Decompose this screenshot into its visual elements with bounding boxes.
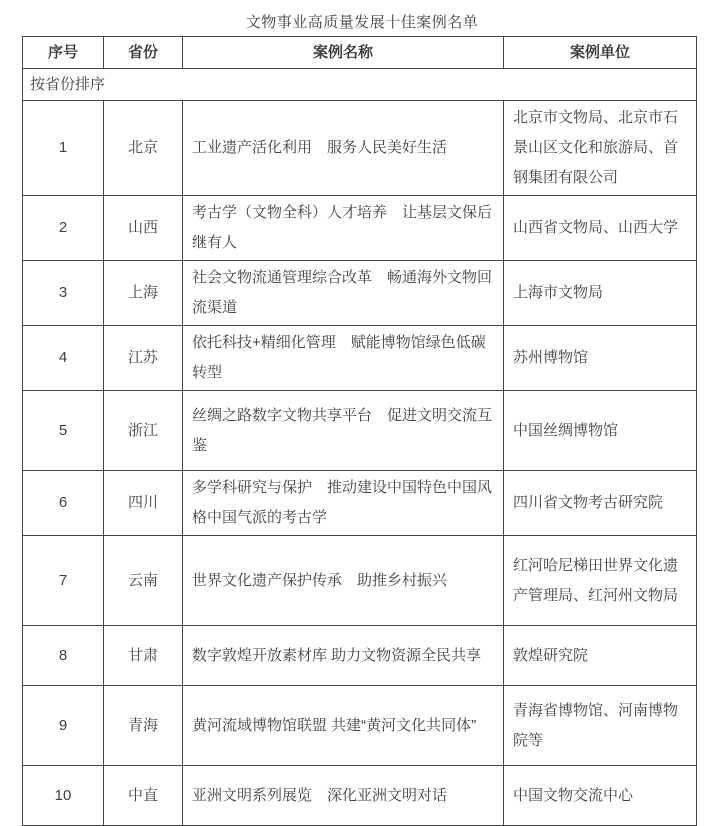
province-cell: 青海 [104, 686, 183, 766]
table-row [23, 686, 697, 766]
province-cell: 浙江 [104, 391, 183, 471]
table-row [23, 471, 697, 536]
note-row [23, 69, 697, 101]
case-name-cell: 世界文化遗产保护传承 助推乡村振兴 [183, 536, 504, 626]
province-cell: 中直 [104, 766, 183, 826]
province-cell: 甘肃 [104, 626, 183, 686]
seq-cell: 10 [23, 766, 104, 826]
case-unit-cell: 中国丝绸博物馆 [504, 391, 697, 471]
seq-cell: 4 [23, 326, 104, 391]
table-row [23, 196, 697, 261]
seq-cell: 8 [23, 626, 104, 686]
case-unit-cell: 中国文物交流中心 [504, 766, 697, 826]
cases-table [22, 36, 697, 826]
case-unit-cell: 上海市文物局 [504, 261, 697, 326]
case-unit-cell: 敦煌研究院 [504, 626, 697, 686]
province-cell: 山西 [104, 196, 183, 261]
province-cell: 上海 [104, 261, 183, 326]
seq-cell: 7 [23, 536, 104, 626]
province-cell: 江苏 [104, 326, 183, 391]
case-unit-cell: 苏州博物馆 [504, 326, 697, 391]
seq-cell: 6 [23, 471, 104, 536]
seq-cell: 5 [23, 391, 104, 471]
case-unit-cell: 红河哈尼梯田世界文化遗产管理局、红河州文物局 [504, 536, 697, 626]
case-name-cell: 工业遗产活化利用 服务人民美好生活 [183, 101, 504, 196]
seq-cell: 3 [23, 261, 104, 326]
case-name-cell: 丝绸之路数字文物共享平台 促进文明交流互鉴 [183, 391, 504, 471]
case-name-cell: 黄河流域博物馆联盟 共建“黄河文化共同体” [183, 686, 504, 766]
table-row [23, 626, 697, 686]
table-row [23, 536, 697, 626]
table-row [23, 261, 697, 326]
header-case-name: 案例名称 [183, 37, 504, 69]
table-row [23, 326, 697, 391]
case-name-cell: 社会文物流通管理综合改革 畅通海外文物回流渠道 [183, 261, 504, 326]
province-cell: 四川 [104, 471, 183, 536]
header-seq: 序号 [23, 37, 104, 69]
note-text: 按省份排序 [23, 69, 697, 101]
case-unit-cell: 山西省文物局、山西大学 [504, 196, 697, 261]
header-province: 省份 [104, 37, 183, 69]
table-row [23, 101, 697, 196]
case-name-cell: 依托科技+精细化管理 赋能博物馆绿色低碳转型 [183, 326, 504, 391]
table-row [23, 766, 697, 826]
case-unit-cell: 北京市文物局、北京市石景山区文化和旅游局、首钢集团有限公司 [504, 101, 697, 196]
province-cell: 北京 [104, 101, 183, 196]
table-row [23, 391, 697, 471]
seq-cell: 2 [23, 196, 104, 261]
case-name-cell: 亚洲文明系列展览 深化亚洲文明对话 [183, 766, 504, 826]
case-name-cell: 多学科研究与保护 推动建设中国特色中国风格中国气派的考古学 [183, 471, 504, 536]
case-name-cell: 考古学（文物全科）人才培养 让基层文保后继有人 [183, 196, 504, 261]
header-row [23, 37, 697, 69]
province-cell: 云南 [104, 536, 183, 626]
case-unit-cell: 青海省博物馆、河南博物院等 [504, 686, 697, 766]
case-unit-cell: 四川省文物考古研究院 [504, 471, 697, 536]
seq-cell: 1 [23, 101, 104, 196]
header-case-unit: 案例单位 [504, 37, 697, 69]
page-title: 文物事业高质量发展十佳案例名单 [245, 14, 479, 31]
seq-cell: 9 [23, 686, 104, 766]
case-name-cell: 数字敦煌开放素材库 助力文物资源全民共享 [183, 626, 504, 686]
